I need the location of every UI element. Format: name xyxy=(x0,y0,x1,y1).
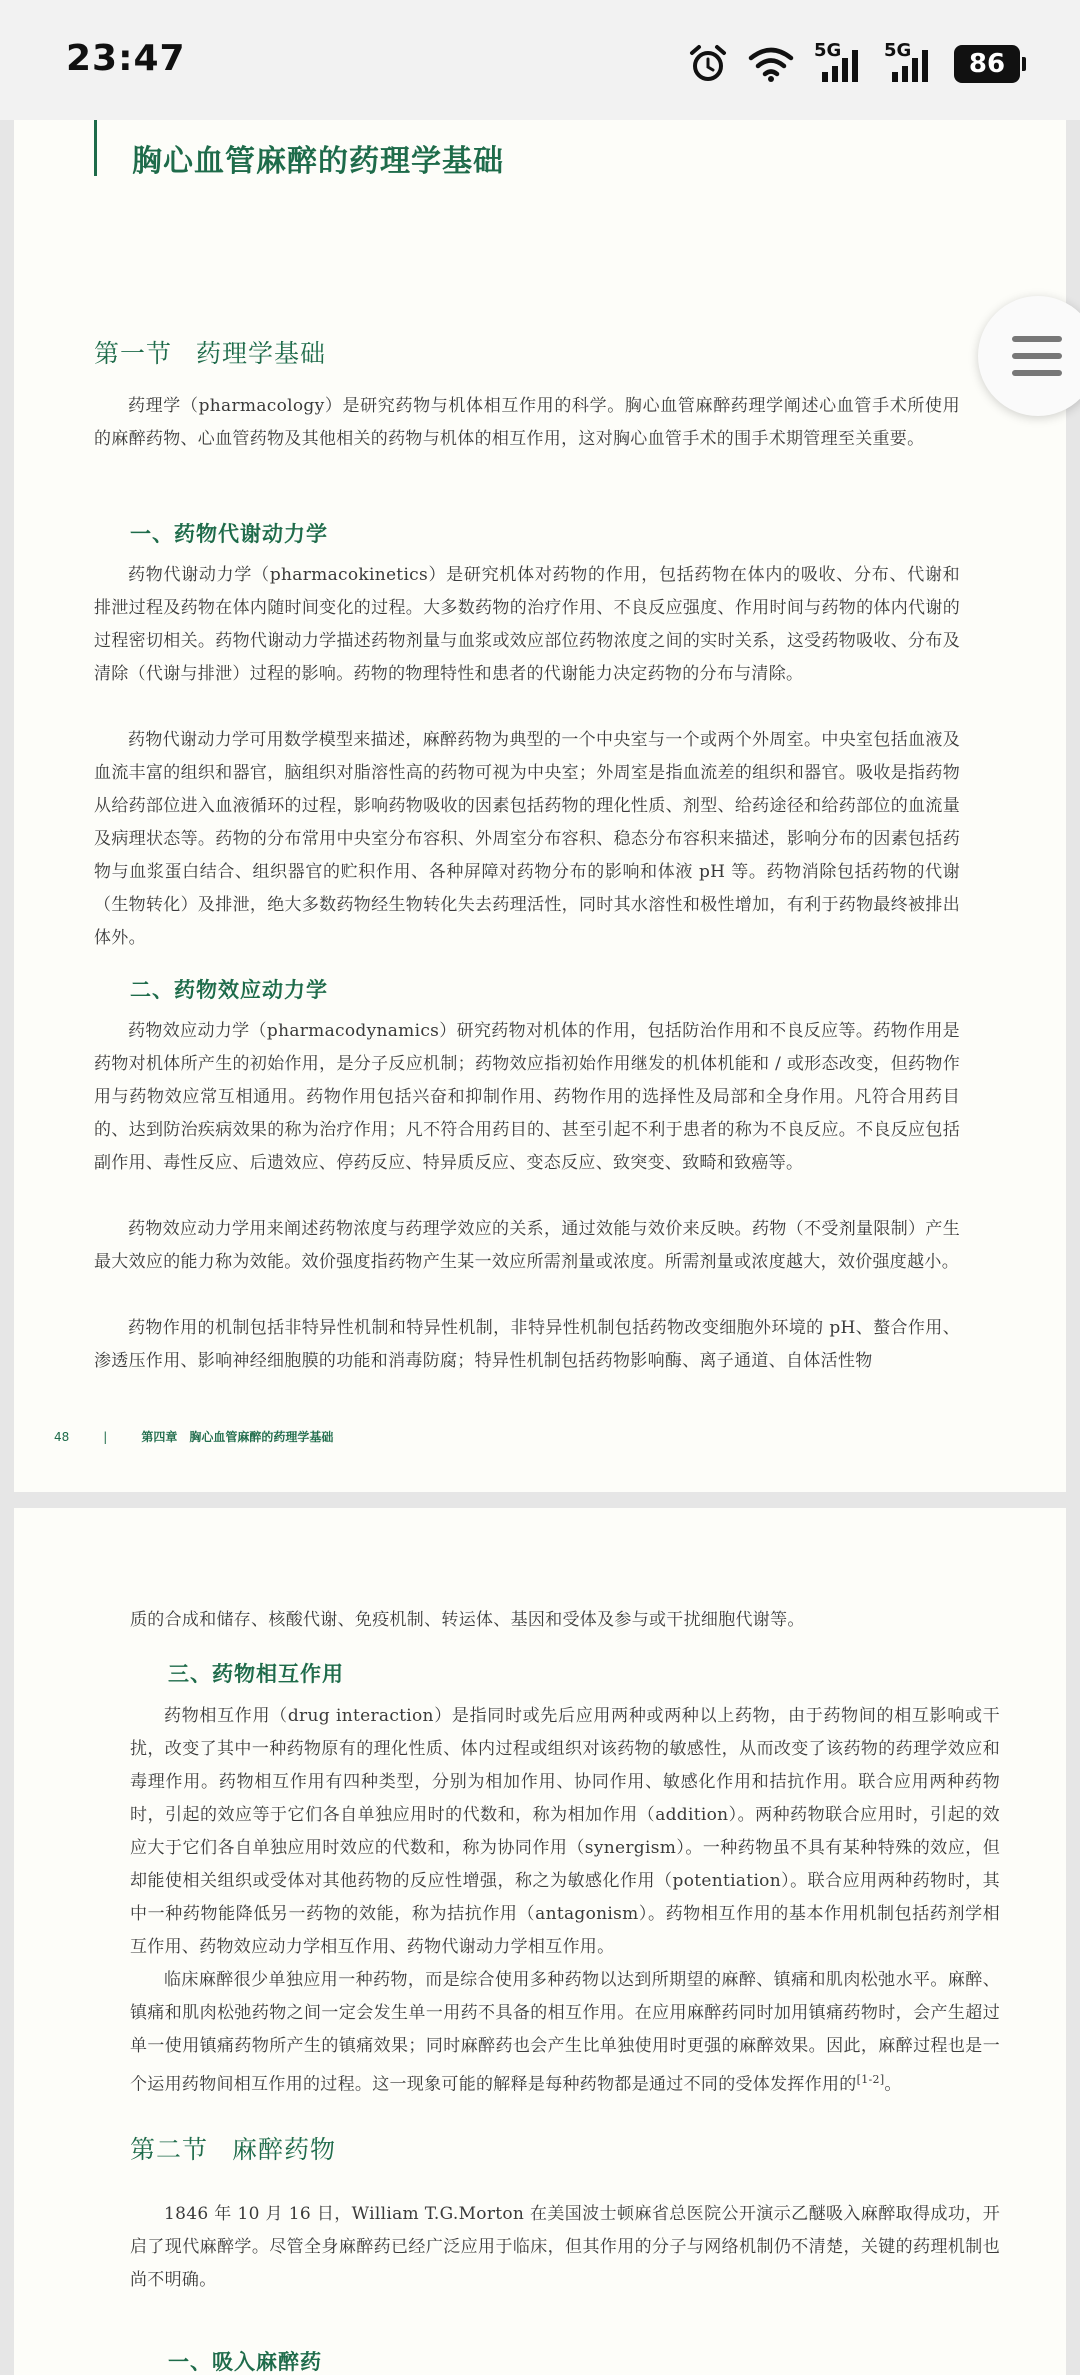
section-title: 药理学基础 xyxy=(196,339,327,368)
status-time: 23:47 xyxy=(66,38,186,79)
section-number: 第一节 xyxy=(94,339,173,368)
menu-icon-bar xyxy=(1012,353,1062,359)
section-heading-2 xyxy=(130,2130,336,2166)
signal-icon-sim2 xyxy=(884,40,934,84)
chapter-title: 胸心血管麻醉的药理学基础 xyxy=(132,144,504,179)
footer-separator: | xyxy=(103,1429,108,1444)
document-page-48 xyxy=(14,120,1066,1492)
intro-paragraph: 药理学（pharmacology）是研究药物与机体相互作用的科学。胸心血管麻醉药理学阐述心血管手术所使用的麻醉药物、心血管药物及其他相关的药物与机体的相互作用，这对胸心血管手术的围手术期管理至关重要。 xyxy=(94,396,960,449)
drug-interaction-paragraph-2 xyxy=(130,1964,1000,2102)
drug-interaction-text: 临床麻醉很少单独应用一种药物，而是综合使用多种药物以达到所期望的麻醉、镇痛和肌肉松弛水平。麻醉、镇痛和肌肉松弛药物之间一定会发生单一用药不具备的相互作用。在应用麻醉药同时加用镇痛药物时，会产生超过单一使用镇痛药物所产生的镇痛效果；同时麻醉药也会产生比单独使用时更强的麻醉效果。因此，麻醉过程也是一个运用药物间相互作用的过程。这一现象可能的解释是每种药物都是通过不同的受体发挥作用的 xyxy=(130,1970,1000,2095)
battery-indicator: 86 xyxy=(954,45,1020,83)
citation-reference[interactable]: [1-2] xyxy=(856,2073,885,2086)
continued-paragraph: 质的合成和储存、核酸代谢、免疫机制、转运体、基因和受体及参与或干扰细胞代谢等。 xyxy=(130,1610,805,1630)
signal-icon-sim1 xyxy=(814,40,864,84)
network-type-label: 5G xyxy=(884,40,912,61)
menu-icon-bar xyxy=(1012,370,1062,376)
subheading-pharmacokinetics: 一、药物代谢动力学 xyxy=(130,521,328,546)
subheading-inhaled-anesthetics: 一、吸入麻醉药 xyxy=(168,2349,322,2374)
sentence-end: 。 xyxy=(884,2074,902,2095)
section-title: 麻醉药物 xyxy=(232,2135,337,2164)
page-number: 48 xyxy=(54,1429,70,1444)
pharmacodynamics-paragraph-1: 药物效应动力学（pharmacodynamics）研究药物对机体的作用，包括防治作用和不良反应等。药物作用是药物对机体所产生的初始作用，是分子反应机制；药物效应指初始作用继发的机体机能和 / 或形态改变，但药物作用与药物效应常互相通用。药物作用包括兴奋和抑制作用、药物作用的选择性及局部和全身作用。凡符合用药目的、达到防治疾病效果的称为治疗作用；凡不符合用药目的、甚至引起不利于患者的称为不良反应。不良反应包括副作用、毒性反应、后遗效应、停药反应、特异质反应、变态反应、致突变、致畸和致癌等。 xyxy=(94,1021,960,1173)
anesthetics-paragraph-1: 1846 年 10 月 16 日，William T.G.Morton 在美国波士顿麻省总医院公开演示乙醚吸入麻醉取得成功，开启了现代麻醉学。尽管全身麻醉药已经广泛应用于临床，但其作用的分子与网络机制仍不清楚，关键的药理机制也尚不明确。 xyxy=(130,2204,1000,2290)
subheading-drug-interaction: 三、药物相互作用 xyxy=(168,1661,344,1686)
pharmacokinetics-paragraph-1: 药物代谢动力学（pharmacokinetics）是研究机体对药物的作用，包括药物在体内的吸收、分布、代谢和排泄过程及药物在体内随时间变化的过程。大多数药物的治疗作用、不良反应强度、作用时间与药物的体内代谢的过程密切相关。药物代谢动力学描述药物剂量与血浆或效应部位药物浓度之间的实时关系，这受药物吸收、分布及清除（代谢与排泄）过程的影响。药物的物理特性和患者的代谢能力决定药物的分布与清除。 xyxy=(94,565,960,684)
document-page-49 xyxy=(14,1508,1066,2375)
network-type-label: 5G xyxy=(814,40,842,61)
pharmacokinetics-paragraph-2: 药物代谢动力学可用数学模型来描述，麻醉药物为典型的一个中央室与一个或两个外周室。中央室包括血液及血流丰富的组织和器官，脑组织对脂溶性高的药物可视为中央室；外周室是指血流差的组织和器官。吸收是指药物从给药部位进入血液循环的过程，影响药物吸收的因素包括药物的理化性质、剂型、给药途径和给药部位的血流量及病理状态等。药物的分布常用中央室分布容积、外周室分布容积、稳态分布容积来描述，影响分布的因素包括药物与血浆蛋白结合、组织器官的贮积作用、各种屏障对药物分布的影响和体液 pH 等。药物消除包括药物的代谢（生物转化）及排泄，绝大多数药物经生物转化失去药理活性，同时其水溶性和极性增加，有利于药物最终被排出体外。 xyxy=(94,730,960,948)
chapter-title-bar xyxy=(94,120,97,176)
menu-icon-bar xyxy=(1012,336,1062,342)
pharmacodynamics-paragraph-3: 药物作用的机制包括非特异性机制和特异性机制，非特异性机制包括药物改变细胞外环境的 pH、螯合作用、渗透压作用、影响神经细胞膜的功能和消毒防腐；特异性机制包括药物影响酶、离子通道、自体活性物 xyxy=(94,1318,960,1371)
subheading-pharmacodynamics: 二、药物效应动力学 xyxy=(130,977,328,1002)
page-footer xyxy=(54,1428,333,1445)
footer-chapter-title: 第四章 胸心血管麻醉的药理学基础 xyxy=(141,1430,334,1444)
status-bar xyxy=(0,0,1080,120)
pharmacodynamics-paragraph-2: 药物效应动力学用来阐述药物浓度与药理学效应的关系，通过效能与效价来反映。药物（不受剂量限制）产生最大效应的能力称为效能。效价强度指药物产生某一效应所需剂量或浓度。所需剂量或浓度越大，效价强度越小。 xyxy=(94,1219,960,1272)
drug-interaction-paragraph-1: 药物相互作用（drug interaction）是指同时或先后应用两种或两种以上药物，由于药物间的相互影响或干扰，改变了其中一种药物原有的理化性质、体内过程或组织对该药物的敏感性，从而改变了该药物的药理学效应和毒理作用。药物相互作用有四种类型，分别为相加作用、协同作用、敏感化作用和拮抗作用。联合应用两种药物时，引起的效应等于它们各自单独应用时的代数和，称为相加作用（addition）。两种药物联合应用时，引起的效应大于它们各自单独应用时效应的代数和，称为协同作用（synergism）。一种药物虽不具有某种特殊的效应，但却能使相关组织或受体对其他药物的反应性增强，称之为敏感化作用（potentiation）。联合应用两种药物时，其中一种药物能降低另一药物的效能，称为拮抗作用（antagonism）。药物相互作用的基本作用机制包括药剂学相互作用、药物效应动力学相互作用、药物代谢动力学相互作用。 xyxy=(130,1706,1000,1957)
alarm-icon xyxy=(688,44,728,84)
status-icons xyxy=(688,40,1020,88)
wifi-icon xyxy=(748,45,794,83)
section-heading-1 xyxy=(94,334,326,370)
section-number: 第二节 xyxy=(130,2135,209,2164)
